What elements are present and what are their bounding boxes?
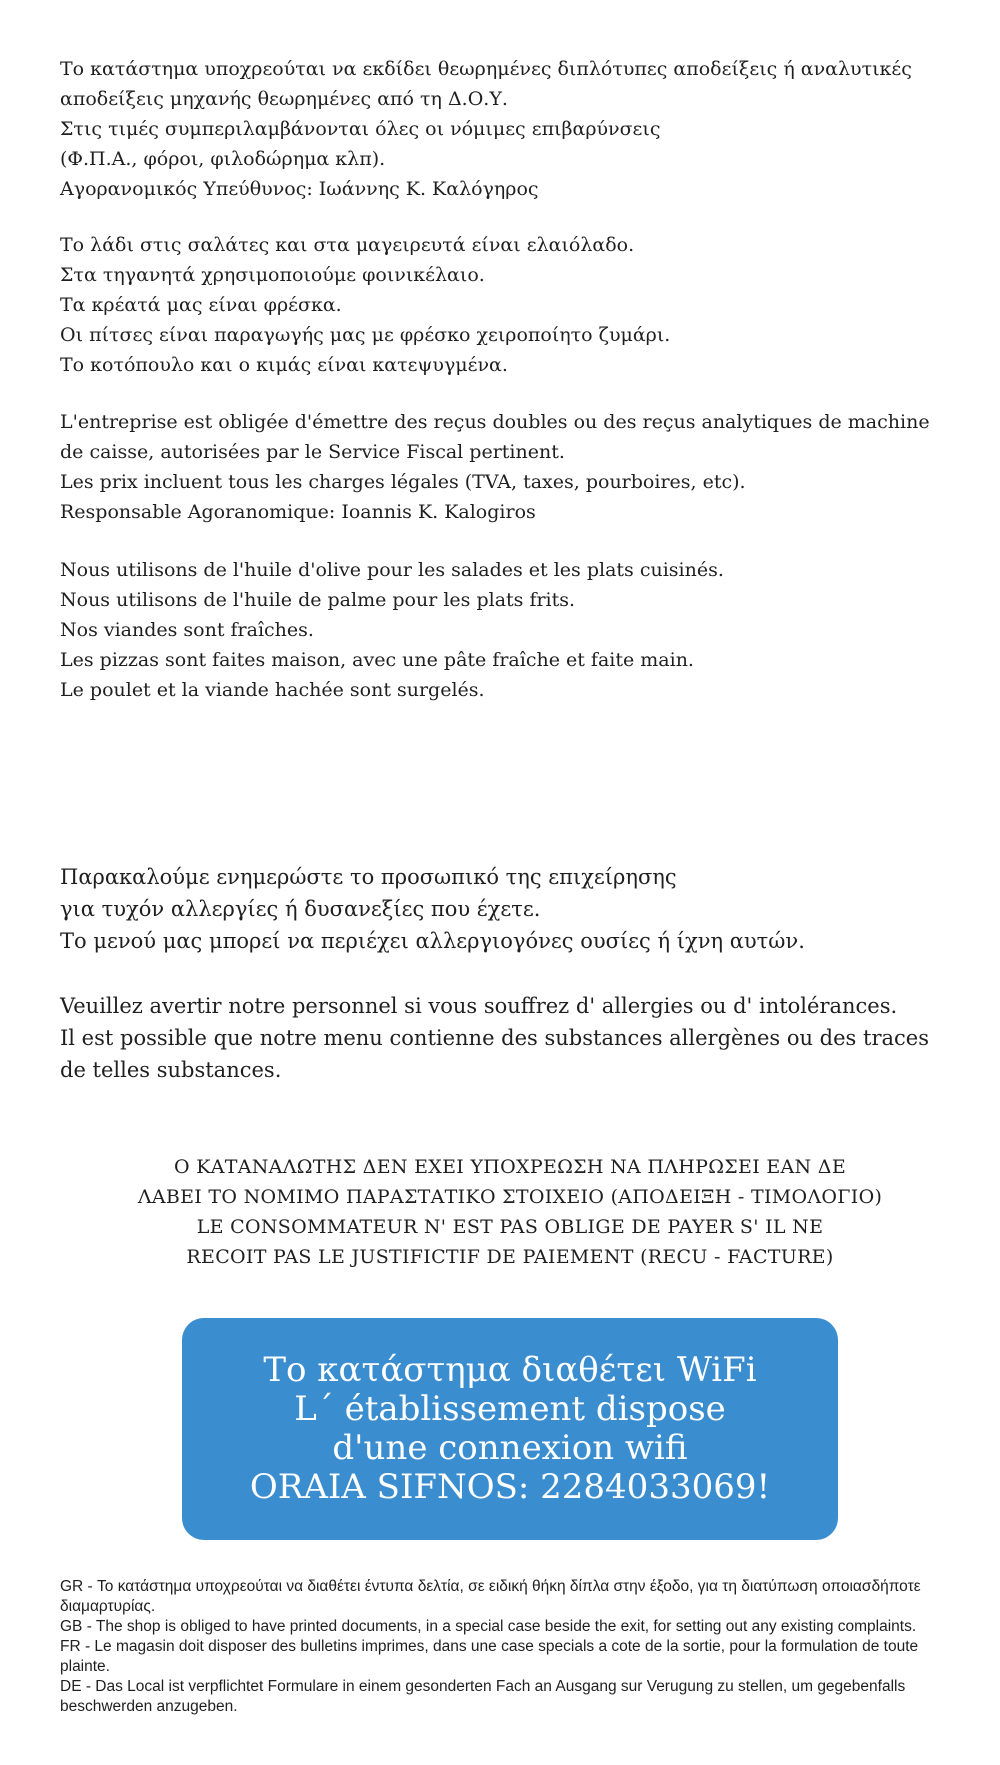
complaints-line-de: DE - Das Local ist verpflichtet Formulare in einem gesonderten Fach an Ausgang sur Verugung zu stellen, um gegebenfalls beschwerden anzugeben. bbox=[60, 1678, 906, 1715]
legal-french-line: Responsable Agoranomique: Ioannis K. Kalogiros bbox=[60, 501, 536, 523]
food-french-line: Nos viandes sont fraîches. bbox=[60, 619, 314, 641]
receipt-notice-line: LE CONSOMMATEUR N' EST PAS OBLIGE DE PAYER S' IL NE bbox=[196, 1216, 824, 1238]
receipt-notice-line: ΛΑΒΕΙ ΤΟ ΝΟΜΙΜΟ ΠΑΡΑΣΤΑΤΙΚΟ ΣΤΟΙΧΕΙΟ (ΑΠΟΔΕΙΞΗ - ΤΙΜΟΛΟΓΙΟ) bbox=[137, 1186, 883, 1208]
legal-greek-line: Στις τιμές συμπεριλαμβάνονται όλες οι νόμιμες επιβαρύνσεις bbox=[60, 118, 661, 140]
wifi-password-line: ORAIA SIFNOS: 2284033069! bbox=[249, 1467, 771, 1507]
legal-notice-greek bbox=[60, 54, 960, 204]
allergy-french-line: Veuillez avertir notre personnel si vous souffrez d' allergies ou d' intolérances. bbox=[60, 994, 898, 1018]
legal-greek-line: αποδείξεις μηχανής θεωρημένες από τη Δ.Ο.Υ. bbox=[60, 88, 508, 110]
food-greek-line: Οι πίτσες είναι παραγωγής μας με φρέσκο χειροποίητο ζυμάρι. bbox=[60, 324, 671, 346]
wifi-line: L´ établissement dispose bbox=[294, 1389, 726, 1429]
complaints-line-gb: GB - The shop is obliged to have printed documents, in a special case beside the exit, for setting out any existing complaints. bbox=[60, 1618, 917, 1635]
allergy-greek-line: για τυχόν αλλεργίες ή δυσανεξίες που έχετε. bbox=[60, 897, 541, 921]
food-info-greek bbox=[60, 230, 960, 380]
legal-greek-line: Το κατάστημα υποχρεούται να εκδίδει θεωρημένες διπλότυπες αποδείξεις ή αναλυτικές bbox=[60, 58, 912, 80]
food-french-line: Le poulet et la viande hachée sont surgelés. bbox=[60, 679, 485, 701]
wifi-info-box bbox=[182, 1318, 838, 1540]
allergy-greek-line: Το μενού μας μπορεί να περιέχει αλλεργιογόνες ουσίες ή ίχνη αυτών. bbox=[60, 929, 805, 953]
legal-french-line: L'entreprise est obligée d'émettre des reçus doubles ou des reçus analytiques de machine bbox=[60, 411, 930, 433]
wifi-line: d'une connexion wifi bbox=[332, 1428, 688, 1468]
food-greek-line: Το κοτόπουλο και ο κιμάς είναι κατεψυγμένα. bbox=[60, 354, 508, 376]
allergy-notice-french bbox=[60, 990, 960, 1086]
food-greek-line: Το λάδι στις σαλάτες και στα μαγειρευτά είναι ελαιόλαδο. bbox=[60, 234, 635, 256]
legal-greek-line: (Φ.Π.Α., φόροι, φιλοδώρημα κλπ). bbox=[60, 148, 386, 170]
legal-french-line: Les prix incluent tous les charges légales (TVA, taxes, pourboires, etc). bbox=[60, 471, 746, 493]
food-french-line: Nous utilisons de l'huile d'olive pour les salades et les plats cuisinés. bbox=[60, 559, 724, 581]
legal-notice-french bbox=[60, 407, 960, 527]
legal-french-line: de caisse, autorisées par le Service Fiscal pertinent. bbox=[60, 441, 565, 463]
food-french-line: Nous utilisons de l'huile de palme pour les plats frits. bbox=[60, 589, 576, 611]
legal-greek-line: Αγορανομικός Υπεύθυνος: Ιωάννης Κ. Καλόγηρος bbox=[60, 178, 539, 200]
food-info-french bbox=[60, 555, 960, 705]
allergy-notice-greek bbox=[60, 861, 960, 957]
food-greek-line: Τα κρέατά μας είναι φρέσκα. bbox=[60, 294, 342, 316]
food-greek-line: Στα τηγανητά χρησιμοποιούμε φοινικέλαιο. bbox=[60, 264, 485, 286]
receipt-notice-line: RECOIT PAS LE JUSTIFICTIF DE PAIEMENT (RECU - FACTURE) bbox=[186, 1246, 834, 1268]
allergy-french-line: Il est possible que notre menu contienne des substances allergènes ou des traces de telles substances. bbox=[60, 1026, 929, 1082]
receipt-notice bbox=[60, 1152, 960, 1272]
allergy-greek-line: Παρακαλούμε ενημερώστε το προσωπικό της επιχείρησης bbox=[60, 865, 677, 889]
receipt-notice-line: Ο ΚΑΤΑΝΑΛΩΤΗΣ ΔΕΝ ΕΧΕΙ ΥΠΟΧΡΕΩΣΗ ΝΑ ΠΛΗΡΩΣΕΙ ΕΑΝ ΔΕ bbox=[174, 1156, 846, 1178]
wifi-line: Το κατάστημα διαθέτει WiFi bbox=[263, 1350, 757, 1390]
complaints-line-fr: FR - Le magasin doit disposer des bulletins imprimes, dans une case specials a cote de la sortie, pour la formulation de toute plainte. bbox=[60, 1638, 919, 1675]
complaints-line-gr: GR - Το κατάστημα υποχρεούται να διαθέτει έντυπα δελτία, σε ειδική θήκη δίπλα στην έξοδο, για τη διατύπωση οποιασδήποτε διαμαρτυρίας. bbox=[60, 1578, 921, 1615]
food-french-line: Les pizzas sont faites maison, avec une pâte fraîche et faite main. bbox=[60, 649, 694, 671]
complaints-notice bbox=[60, 1577, 960, 1717]
